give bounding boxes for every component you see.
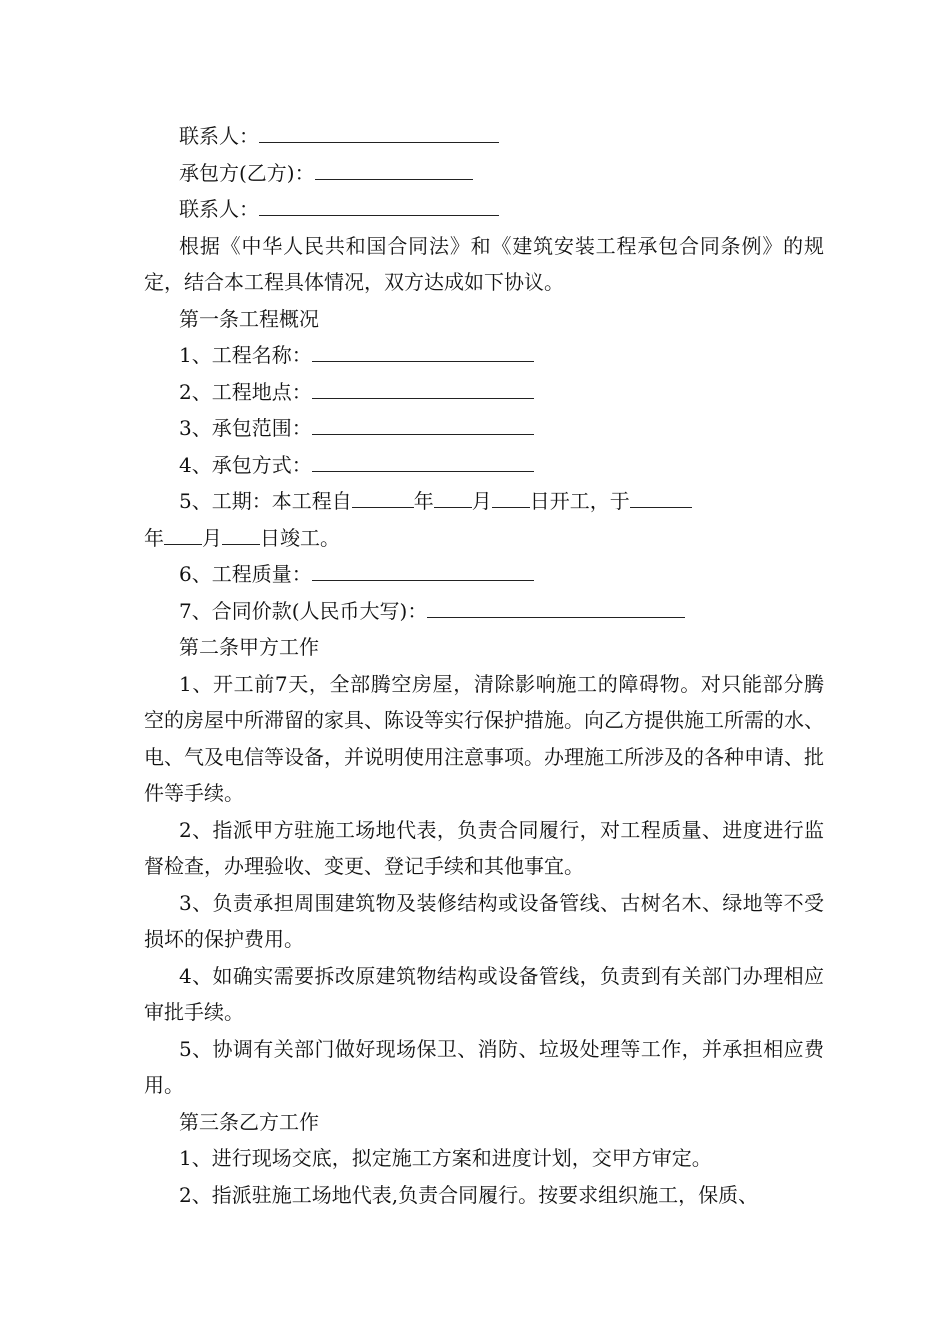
contractor-line xyxy=(144,155,824,192)
day-start-label: 日开工，于 xyxy=(529,489,630,513)
contract-method-blank xyxy=(312,449,534,472)
contact-blank xyxy=(259,193,499,216)
period-prefix: 5、工期：本工程自 xyxy=(179,489,352,513)
article-1-title: 第一条工程概况 xyxy=(179,306,319,331)
article-2-title: 第二条甲方工作 xyxy=(179,635,319,659)
article-2-paragraph-3: 3、负责承担周围建筑物及装修结构或设备管线、古树名木、绿地等不受损坏的保护费用。 xyxy=(144,890,824,951)
start-month-blank xyxy=(434,485,472,508)
price-line xyxy=(144,593,824,630)
article-2-paragraph-4: 4、如确实需要拆改原建筑物结构或设备管线，负责到有关部门办理相应审批手续。 xyxy=(144,963,824,1024)
end-day-blank xyxy=(222,522,260,545)
contract-body xyxy=(144,118,824,1213)
project-name-line xyxy=(144,337,824,374)
quality-blank xyxy=(312,558,534,581)
contract-method-line xyxy=(144,447,824,484)
start-day-blank xyxy=(492,485,530,508)
construction-period-line-2 xyxy=(144,520,824,557)
project-location-blank xyxy=(312,376,534,399)
end-year-blank-1 xyxy=(630,485,692,508)
contractor-label: 承包方(乙方)： xyxy=(179,160,315,185)
contact-line-1 xyxy=(144,118,824,155)
contact-label: 联系人： xyxy=(179,197,259,221)
contractor-blank xyxy=(315,157,473,180)
project-name-blank xyxy=(312,339,534,362)
article-3-paragraph-2: 2、指派驻施工场地代表,负责合同履行。按要求组织施工，保质、 xyxy=(179,1182,759,1207)
quality-line xyxy=(144,556,824,593)
year-label: 年 xyxy=(144,525,164,550)
year-label: 年 xyxy=(413,489,434,513)
article-3-paragraph-1: 1、进行现场交底，拟定施工方案和进度计划，交甲方审定。 xyxy=(179,1146,712,1170)
contract-scope-blank xyxy=(312,412,534,435)
article-2-paragraph-2: 2、指派甲方驻施工场地代表，负责合同履行，对工程质量、进度进行监督检查，办理验收、变更、登记手续和其他事宜。 xyxy=(144,817,824,878)
month-label: 月 xyxy=(202,525,222,550)
article-3-title: 第三条乙方工作 xyxy=(179,1109,319,1134)
start-year-blank xyxy=(352,485,414,508)
price-blank xyxy=(427,595,685,618)
project-name-label: 1、工程名称： xyxy=(179,343,312,367)
construction-period-line-1 xyxy=(144,483,824,520)
article-2-paragraph-1: 1、开工前7天，全部腾空房屋，清除影响施工的障碍物。对只能部分腾空的房屋中所滞留的家具、陈设等实行保护措施。向乙方提供施工所需的水、电、气及电信等设备，并说明使用注意事项。办理施工所涉及的各种申请、批件等手续。 xyxy=(144,671,824,805)
end-month-blank xyxy=(164,522,202,545)
contact-label: 联系人： xyxy=(179,124,259,148)
quality-label: 6、工程质量： xyxy=(179,562,312,586)
day-end-label: 日竣工。 xyxy=(260,525,340,550)
contact-blank xyxy=(259,120,499,143)
intro-paragraph: 根据《中华人民共和国合同法》和《建筑安装工程承包合同条例》的规定，结合本工程具体情况，双方达成如下协议。 xyxy=(144,233,824,294)
project-location-line xyxy=(144,374,824,411)
price-label: 7、合同价款(人民币大写)： xyxy=(179,598,428,623)
contact-line-2 xyxy=(144,191,824,228)
article-2-paragraph-5: 5、协调有关部门做好现场保卫、消防、垃圾处理等工作，并承担相应费用。 xyxy=(144,1036,824,1097)
project-location-label: 2、工程地点： xyxy=(179,379,312,404)
month-label: 月 xyxy=(471,489,492,513)
contract-scope-line xyxy=(144,410,824,447)
contract-scope-label: 3、承包范围： xyxy=(179,416,312,440)
contract-method-label: 4、承包方式： xyxy=(179,452,312,477)
